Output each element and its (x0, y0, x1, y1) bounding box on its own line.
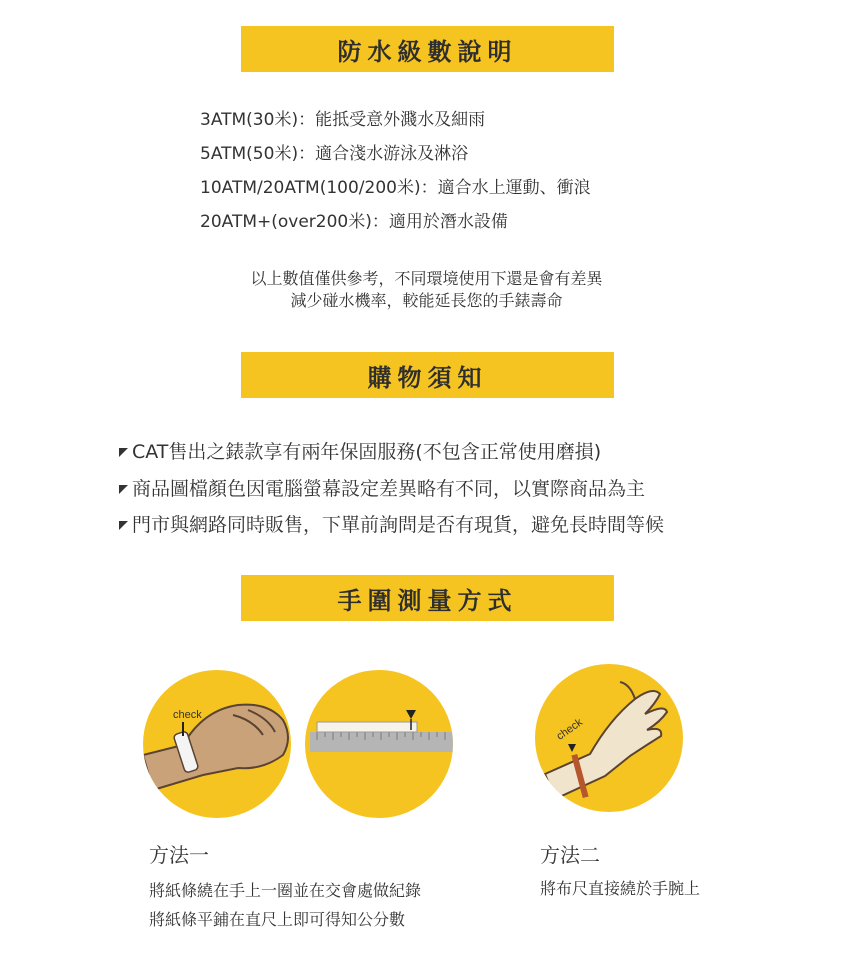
check-label: check (173, 709, 202, 721)
note-line-1: 以上數值僅供參考，不同環境使用下還是會有差異 (250, 269, 603, 288)
shopping-title: 購物須知 (367, 363, 488, 392)
method1-line-1: 將紙條繞在手上一圈並在交會處做紀錄 (149, 881, 422, 900)
wrist-tape-illustration (535, 664, 683, 812)
rating-10-20atm: 10ATM/20ATM(100/200米)：適合水上運動、衝浪 (200, 178, 591, 198)
waterproof-title-banner (241, 26, 614, 72)
triangle-bullet-icon (119, 485, 128, 494)
method1-line-2: 將紙條平鋪在直尺上即可得知公分數 (149, 910, 406, 929)
note-line-2: 減少碰水機率，較能延長您的手錶壽命 (290, 291, 563, 310)
wrist-paper-illustration (143, 670, 291, 818)
method1-title: 方法一 (149, 843, 209, 867)
method2-line-1: 將布尺直接繞於手腕上 (540, 879, 701, 898)
check-label: check (554, 716, 585, 743)
measure-title-banner (241, 575, 614, 621)
ruler-illustration (305, 670, 453, 818)
shopping-item-text: 門市與網路同時販售，下單前詢問是否有現貨，避免長時間等候 (132, 514, 665, 536)
shopping-item (119, 476, 645, 502)
rating-5atm: 5ATM(50米)：適合淺水游泳及淋浴 (200, 144, 469, 164)
measure-title: 手圍測量方式 (337, 586, 518, 615)
triangle-bullet-icon (119, 521, 128, 530)
triangle-bullet-icon (119, 448, 128, 457)
shopping-item-text: 商品圖檔顏色因電腦螢幕設定差異略有不同，以實際商品為主 (132, 478, 646, 500)
rating-20atm-plus: 20ATM+(over200米)：適用於潛水設備 (200, 212, 508, 232)
shopping-item-text: CAT售出之錶款享有兩年保固服務(不包含正常使用磨損) (132, 441, 602, 463)
shopping-item (119, 439, 601, 465)
method2-title: 方法二 (540, 843, 600, 867)
waterproof-title: 防水級數說明 (337, 37, 518, 66)
shopping-item (119, 512, 664, 538)
rating-3atm: 3ATM(30米)：能抵受意外濺水及細雨 (200, 110, 486, 130)
shopping-title-banner (241, 352, 614, 398)
